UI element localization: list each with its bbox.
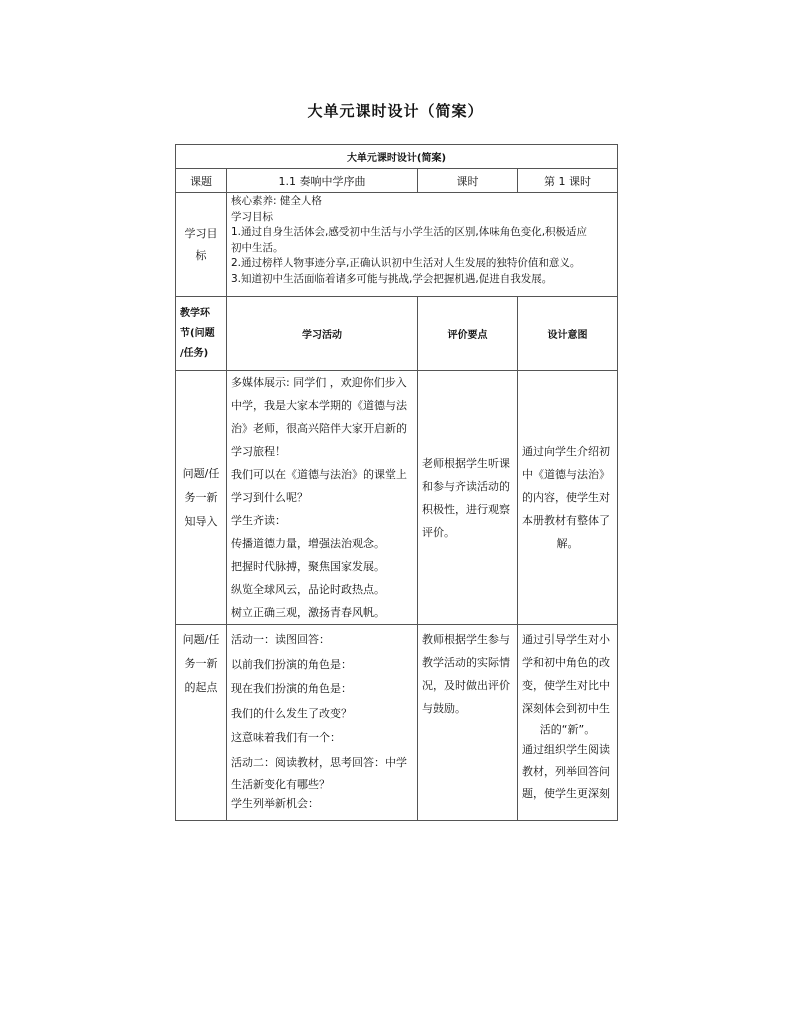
lesson-value: 1.1 奏响中学序曲: [227, 169, 418, 193]
row1-stage-line1: 问题/任: [182, 466, 220, 480]
row1-evaluation-line: 积极性，进行观察: [422, 502, 510, 516]
row1-stage-line2: 务一新: [184, 490, 218, 504]
goal-item-1a: 1.通过自身生活体会,感受初中生活与小学生活的区别,体味角色变化,积极适应: [231, 226, 588, 238]
row1-intent: [518, 371, 618, 625]
header-stage-line2: 节(问题: [180, 327, 215, 339]
row1-activity-line: 学习旅程！: [231, 445, 286, 458]
period-value: 第 1 课时: [518, 169, 618, 193]
goal-item-1b: 初中生活。: [231, 241, 284, 254]
row1-activity-line: 学习到什么呢？: [231, 491, 308, 504]
row1-intent-line: 通过向学生介绍初: [522, 445, 610, 458]
row2-evaluation-line: 教师根据学生参与: [422, 633, 510, 646]
row2-activity-line: 这意味着我们有一个：: [231, 731, 341, 744]
header-activity: 学习活动: [227, 297, 418, 371]
row1-activity-line: 多媒体展示: 同学们 ，欢迎你们步入: [231, 376, 407, 389]
goal-heading: 学习目标: [231, 210, 273, 223]
row1-evaluation: [418, 371, 518, 625]
row2-intent-line: 变，使学生对比中: [522, 679, 610, 692]
row1-intent-line: 解。: [556, 537, 579, 550]
row1-intent-line: 的内容，使学生对: [522, 491, 610, 504]
row1-stage-line3: 知导入: [184, 514, 218, 528]
row1-activity-line: 治》老师，很高兴陪伴大家开启新的: [231, 422, 407, 435]
row1-activity-line: 学生齐读：: [231, 514, 286, 527]
row2-activity-line: 学生列举新机会：: [231, 797, 319, 810]
row2-intent-line: 学和初中角色的改: [522, 656, 610, 669]
period-label: 课时: [418, 169, 518, 193]
table-caption: 大单元课时设计(简案): [176, 145, 618, 169]
table-row: [176, 371, 618, 625]
row2-intent-line: 通过引导学生对小: [522, 633, 610, 646]
header-stage-line3: /任务): [180, 347, 209, 359]
page-title: 大单元课时设计（简案）: [307, 102, 484, 120]
lesson-label: 课题: [176, 169, 227, 193]
row1-activity-line: 把握时代脉搏，聚焦国家发展。: [231, 560, 385, 573]
goals-content: [227, 193, 618, 297]
goals-label-line2: 标: [195, 248, 207, 262]
row2-evaluation-line: 教学活动的实际情: [422, 656, 510, 669]
goals-label-line1: 学习目: [184, 226, 218, 240]
row2-activity-line: 我们的什么发生了改变？: [231, 706, 352, 720]
row2-intent-line: 题，使学生更深刻: [522, 787, 610, 800]
goals-row: [176, 193, 618, 297]
header-intent: 设计意图: [518, 297, 618, 371]
row2-stage: [176, 625, 227, 821]
table-row: [176, 625, 618, 821]
row2-stage-line3: 的起点: [184, 681, 218, 694]
row2-intent-line: 深刻体会到初中生: [522, 702, 610, 715]
row1-activity-line: 传播道德力量，增强法治观念。: [231, 537, 385, 550]
row2-evaluation-line: 况，及时做出评价: [422, 679, 510, 692]
row2-evaluation-line: 与鼓励。: [422, 702, 466, 715]
lesson-row: [176, 169, 618, 193]
row1-stage: [176, 371, 227, 625]
row2-activity-line: 以前我们扮演的角色是：: [231, 657, 352, 671]
goal-item-2: 2.通过榜样人物事迹分享,正确认识初中生活对人生发展的独特价值和意义。: [231, 257, 581, 269]
row2-intent-line: 教材，列举回答问: [522, 765, 610, 778]
row2-activity-line: 活动一：读图回答：: [231, 633, 330, 646]
row2-stage-line1: 问题/任: [182, 633, 220, 646]
row2-activity-line: 现在我们扮演的角色是：: [231, 682, 352, 695]
lesson-plan-table: [175, 144, 618, 821]
header-stage-line1: 教学环: [180, 307, 210, 319]
row2-stage-line2: 务一新: [184, 657, 218, 670]
row2-intent-line: 活的“新”。: [539, 723, 596, 736]
goal-core: 核心素养: 健全人格: [231, 195, 322, 207]
row2-evaluation: [418, 625, 518, 821]
caption-row: [176, 145, 618, 169]
row1-evaluation-line: 评价。: [422, 525, 455, 539]
goals-label: [176, 193, 227, 297]
row2-activity: [227, 625, 418, 821]
row1-evaluation-line: 和参与齐读活动的: [422, 479, 510, 493]
row2-intent: [518, 625, 618, 821]
header-row: [176, 297, 618, 371]
goal-item-3: 3.知道初中生活面临着诸多可能与挑战,学会把握机遇,促进自我发展。: [231, 272, 553, 285]
row1-activity-line: 树立正确三观，激扬青春风帆。: [231, 606, 385, 619]
row2-activity-line: 生活新变化有哪些？: [231, 778, 330, 791]
row1-activity: [227, 371, 418, 625]
row1-intent-line: 中《道德与法治》: [522, 468, 610, 481]
row2-intent-line: 通过组织学生阅读: [522, 743, 610, 756]
row1-evaluation-line: 老师根据学生听课: [422, 456, 510, 470]
row1-intent-line: 本册教材有整体了: [522, 514, 610, 527]
row1-activity-line: 中学，我是大家本学期的《道德与法: [231, 399, 407, 412]
row2-activity-line: 活动二：阅读教材，思考回答：中学: [231, 755, 407, 769]
row1-activity-line: 纵览全球风云，品论时政热点。: [231, 583, 385, 596]
header-stage: [176, 297, 227, 371]
header-evaluation: 评价要点: [418, 297, 518, 371]
row1-activity-line: 我们可以在《道德与法治》的课堂上: [231, 468, 407, 481]
